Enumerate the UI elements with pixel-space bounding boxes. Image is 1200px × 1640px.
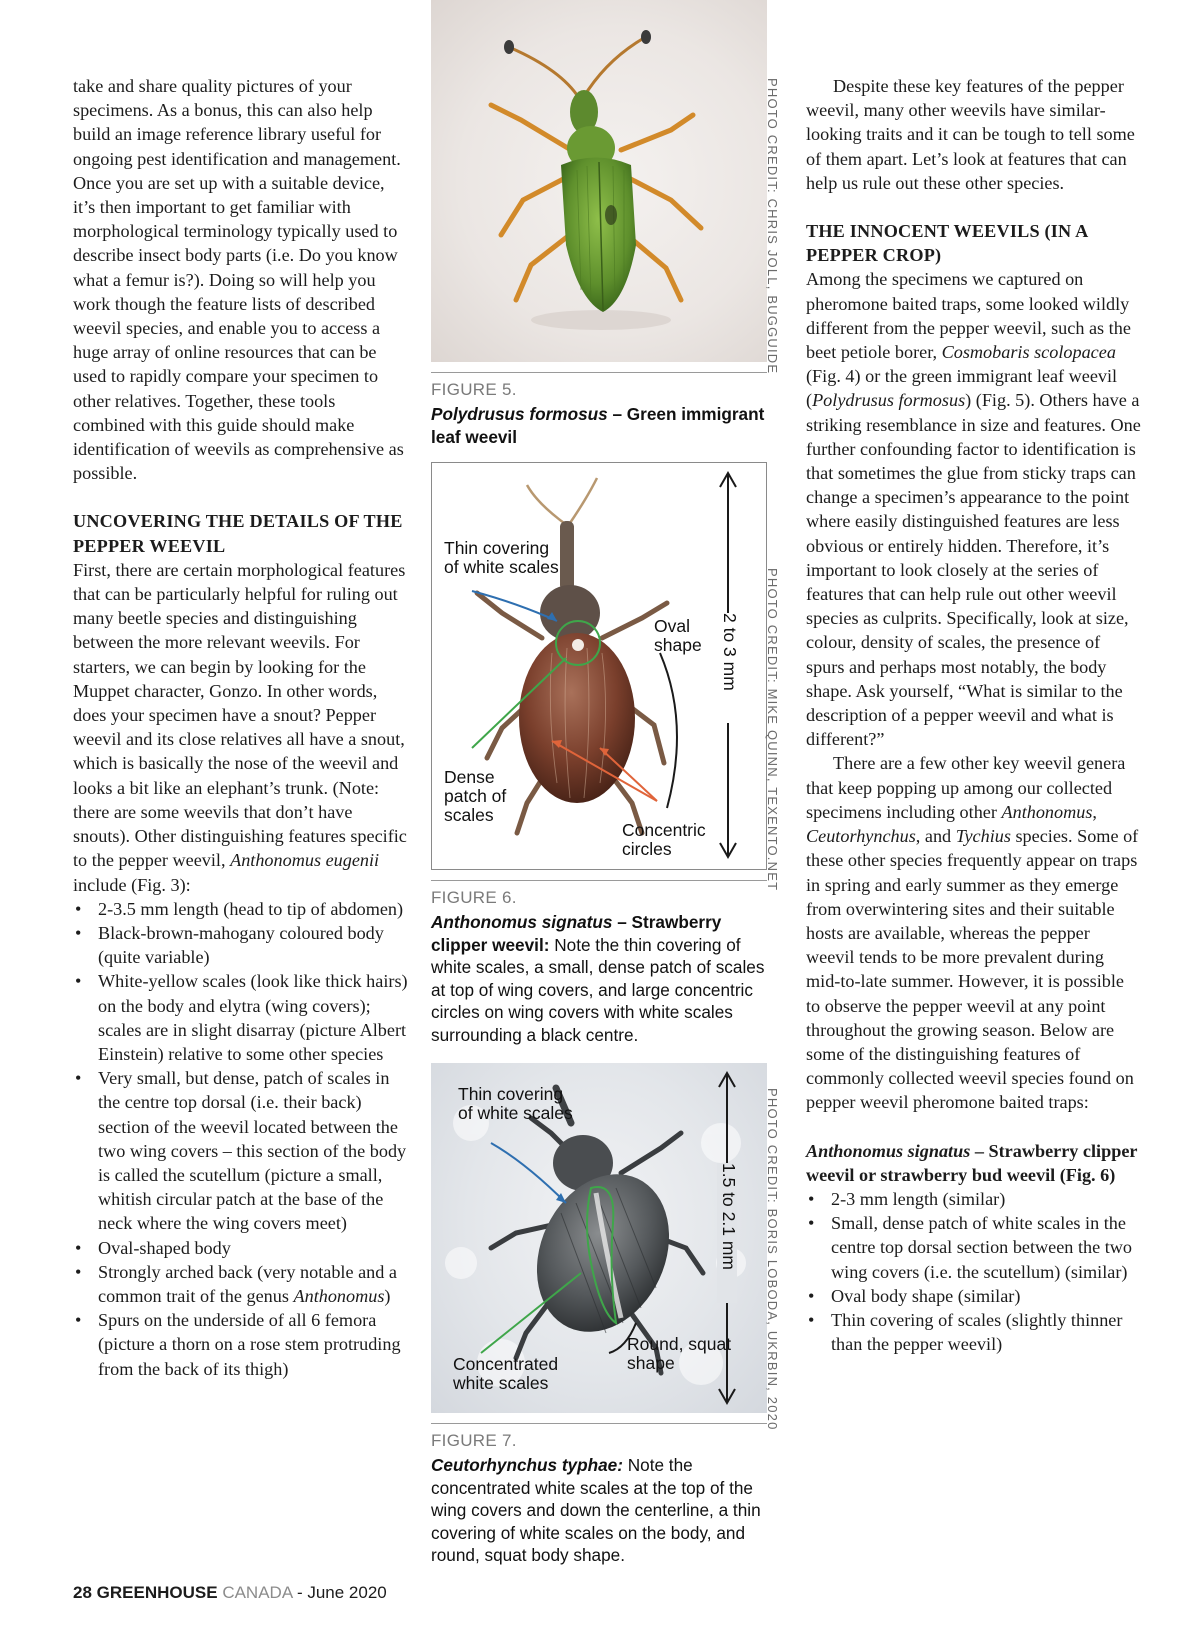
species-name: Polydrusus formosus — [812, 390, 966, 411]
section-heading-innocent-weevils: THE INNOCENT WEEVILS (IN A PEPPER CROP) — [806, 221, 1088, 266]
genera-paragraph: There are a few other key weevil genera that keep popping up among our collected specimens including other Anthonomus, Ceutorhynchus, and Tychius species. Some of these other species frequently appear on traps in spring and early summer as they emerge from overwintering sites and their suitable hosts are available, whereas the pepper weevil tends to be more prevalent during mid-to-late summer. However, it is possible to observe the pepper weevil at any point throughout the growing season. Below are some of the distinguishing features of commonly collected weevil species found on pepper weevil pheromone baited traps: — [806, 753, 1139, 1113]
figure-7-caption: Ceutorhynchus typhae: Note the concentrated white scales at the top of the wing covers and down the centerline, a thin covering of white scales on the body, and round, squat body shape. — [431, 1455, 761, 1566]
list-item: • White-yellow scales (look like thick hairs) on the body and elytra (wing covers); scales are in slight disarray (picture Albert Einstein) relative to some other species — [73, 969, 408, 1066]
figure-7-credit: PHOTO CREDIT: BORIS LOBODA, UKRBIN, 2020 — [765, 1088, 780, 1431]
figure-6-credit: PHOTO CREDIT: MIKE QUINN, TEXENTO.NET — [765, 568, 780, 892]
species-heading: Anthonomus signatus – Strawberry clipper weevil or strawberry bud weevil (Fig. 6) — [806, 1140, 1138, 1185]
label-oval-shape: Oval shape — [654, 616, 702, 655]
pepper-weevil-paragraph: First, there are certain morphological features that can be particularly helpful for ruling out many beetle species and distinguishing between the more relevant weevils. For starters, we can begin by looking for the Muppet character, Gonzo. In other words, does your specimen have a snout? Pepper weevil and its close relatives all have a snout, which is basically the nose of the weevil and looks a bit like an elephant’s trunk. (Note: there are some weevils that don’t have snouts). Other distinguishing features specific to the pepper weevil, Anthonomus eugenii include (Fig. 3): — [73, 559, 407, 895]
pepper-weevil-feature-list — [73, 897, 408, 1381]
figure-7-photo — [431, 1063, 767, 1413]
figure-7-title: FIGURE 7. — [431, 1431, 517, 1450]
figure-5-title: FIGURE 5. — [431, 380, 517, 399]
list-item: • Spurs on the underside of all 6 femora (picture a thorn on a rose stem protruding from the back of its thigh) — [73, 1308, 408, 1381]
figure-6-caption: Anthonomus signatus – Strawberry clipper weevil: Note the thin covering of white scales, a small, dense patch of scales at top of wing covers, and large concentric circles on wing covers with white scales surrounding a black centre. — [431, 912, 765, 1045]
species-name: Anthonomus eugenii — [230, 850, 380, 871]
section-heading-pepper-weevil: UNCOVERING THE DETAILS OF THE PEPPER WEEVIL — [73, 511, 403, 556]
figure-5-photo — [431, 0, 767, 362]
label-dense-patch: Dense patch of scales — [444, 767, 507, 825]
innocent-weevils-paragraph: Among the specimens we captured on pheromone baited traps, some looked wildly different from the pepper weevil, such as the beet petiole borer, Cosmobaris scolopacea (Fig. 4) or the green immigrant leaf weevil (Polydrusus formosus) (Fig. 5). Others have a striking resemblance in size and features. One further confounding factor to identification is that sometimes the glue from sticky traps can change a specimen’s appearance to the point where easily distinguished features are less obvious or entirely hidden. Therefore, it’s important to look closely at the series of features that can help rule out other weevil species as culprits. Specifically, look at size, colour, density of scales, the presence of spurs and perhaps most notably, the body shape. Ask yourself, “What is similar to the description of a pepper weevil and what is different?” — [806, 269, 1141, 750]
label-thin-covering: Thin covering of white scales — [458, 1084, 573, 1123]
genus-name: Tychius — [955, 826, 1011, 847]
page-number: 28 — [73, 1583, 92, 1602]
list-item: • Thin covering of scales (slightly thinner than the pepper weevil) — [806, 1308, 1141, 1356]
green-weevil-illustration — [431, 0, 767, 362]
brand-suffix: CANADA — [222, 1583, 293, 1602]
list-item: • Black-brown-mahogany coloured body (quite variable) — [73, 921, 408, 969]
list-item: • Very small, but dense, patch of scales in the centre top dorsal (i.e. their back) section of the weevil located between the two wing covers – this section of the body is called the scutellum (picture a small, whitish circular patch at the base of the neck where the wing covers meet) — [73, 1066, 408, 1235]
list-item: • 2-3 mm length (similar) — [806, 1187, 1141, 1211]
figure-6-title: FIGURE 6. — [431, 888, 517, 907]
left-column — [73, 74, 408, 1381]
measure-length: 1.5 to 2.1 mm — [719, 1163, 739, 1270]
page-footer — [73, 1583, 387, 1603]
figure-7-divider — [431, 1423, 767, 1424]
label-round-squat-shape: Round, squat shape — [627, 1334, 732, 1373]
measure-length: 2 to 3 mm — [720, 613, 740, 691]
figure-6-divider — [431, 880, 767, 881]
list-item: • Oval body shape (similar) — [806, 1284, 1141, 1308]
list-item: • 2-3.5 mm length (head to tip of abdomen) — [73, 897, 408, 921]
brand-name: GREENHOUSE — [96, 1583, 218, 1602]
list-item: • Strongly arched back (very notable and a common trait of the genus Anthonomus) — [73, 1260, 408, 1308]
right-column — [806, 74, 1141, 1356]
strawberry-weevil-feature-list — [806, 1187, 1141, 1356]
genus-name: Ceutorhynchus — [806, 826, 916, 847]
intro-paragraph: Despite these key features of the pepper weevil, many other weevils have similar-looking traits and it can be tough to tell some of them apart. Let’s look at features that can help us rule out these other species. — [806, 76, 1135, 193]
figure-5-caption: Polydrusus formosus – Green immigrant leaf weevil — [431, 404, 765, 447]
label-thin-covering: Thin covering of white scales — [444, 538, 559, 577]
figure-5-divider — [431, 372, 767, 373]
intro-paragraph: take and share quality pictures of your specimens. As a bonus, this can also help build an image reference library useful for ongoing pest identification and management. Once you are set up with a suitable device, it’s then important to get familiar with morphological terminology typically used to describe insect body parts (i.e. Do you know what a femur is?). Doing so will help you work though the feature lists of described weevil species, and enable you to access a huge array of online resources that can be used to rapidly compare your specimen to other relatives. Together, these tools combined with this guide should make identification of weevils as comprehensive as possible. — [73, 76, 404, 484]
figure-6-photo — [431, 462, 767, 870]
list-item: • Oval-shaped body — [73, 1236, 408, 1260]
figure-5-credit: PHOTO CREDIT: CHRIS JOLL, BUGGUIDE — [765, 78, 780, 375]
label-concentric-circles: Concentric circles — [622, 820, 706, 859]
label-concentrated-scales: Concentrated white scales — [453, 1354, 559, 1393]
issue-date: - June 2020 — [292, 1583, 387, 1602]
list-item: • Small, dense patch of white scales in the centre top dorsal section between the two wing covers (i.e. the scutellum) (similar) — [806, 1211, 1141, 1284]
genus-name: Anthonomus — [293, 1285, 385, 1306]
genus-name: Anthonomus — [1001, 801, 1093, 822]
species-name: Cosmobaris scolopacea — [941, 342, 1116, 363]
